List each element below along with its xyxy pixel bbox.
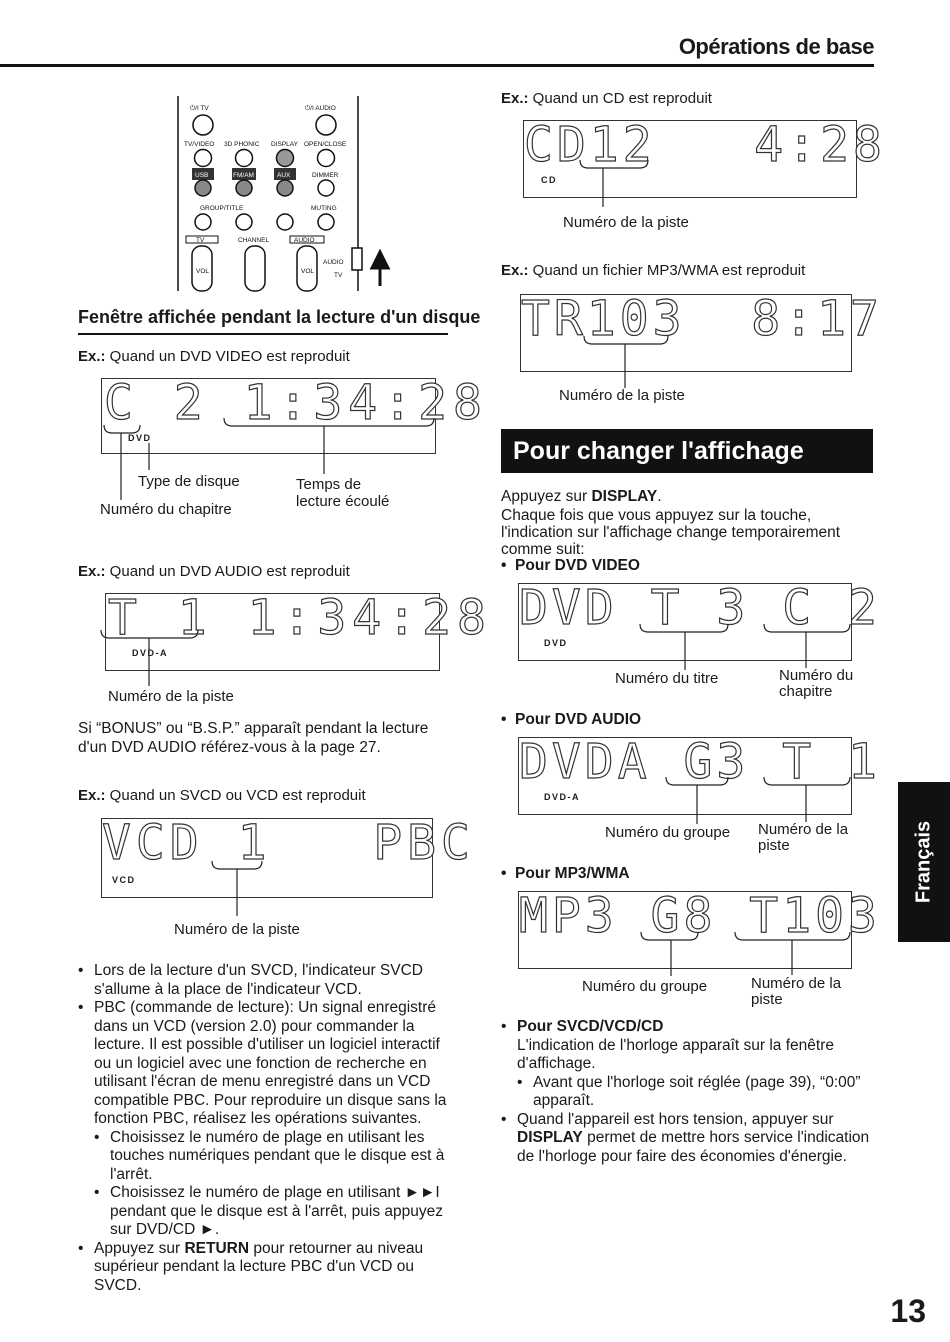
svg-text:AUX: AUX: [277, 172, 291, 179]
subbullet-skip-button: • Choisissez le numéro de plage en utilisant ►►I pendant que le disque est à l'arrêt, puis appuyez sur DVD/CD ►.: [110, 1184, 450, 1240]
subbullet-numeric-keys: • Choisissez le numéro de plage en utilisant les touches numériques pendant que le disque est à l'arrêt.: [110, 1129, 450, 1185]
bonus-note: Si “BONUS” ou “B.S.P.” apparaît pendant la lecture d'un DVD AUDIO référez-vous à la page 27.: [78, 720, 429, 756]
svcd-vcd-cd-notes: [501, 1018, 873, 1166]
example-mp3-wma: Ex.: Quand un fichier MP3/WMA est reproduit: [501, 262, 806, 279]
section-title-display-window: Fenêtre affichée pendant la lecture d'un disque: [78, 307, 481, 327]
heading-dvd-audio: • Pour DVD AUDIO: [501, 711, 642, 728]
example-cd: Ex.: Quand un CD est reproduit: [501, 90, 712, 107]
svg-text:VOL: VOL: [301, 268, 315, 275]
label-chapter-number: Numéro du chapitre: [100, 501, 232, 518]
label-chapter-number: Numéro du chapitre: [779, 667, 854, 700]
svg-text:OPEN/CLOSE: OPEN/CLOSE: [304, 141, 347, 148]
example-dvd-video: Ex.: Quand un DVD VIDEO est reproduit: [78, 348, 350, 365]
disc-type-indicator: DVD: [128, 433, 152, 443]
svg-text:DIMMER: DIMMER: [312, 172, 339, 179]
remote-label-tv: ⏻/I TV: [190, 105, 209, 112]
svg-text:USB: USB: [195, 172, 209, 179]
label-group-number: Numéro du groupe: [582, 978, 708, 995]
svg-text:CHANNEL: CHANNEL: [238, 237, 270, 244]
page-header-title: Opérations de base: [678, 34, 874, 59]
page-number: 13: [890, 1293, 926, 1329]
svg-text:TV: TV: [196, 237, 205, 244]
lcd-readout: T 1 1:34:28: [108, 590, 492, 646]
heading-mp3-wma: • Pour MP3/WMA: [501, 865, 630, 882]
display-intro: Appuyez sur DISPLAY. Chaque fois que vous appuyez sur la touche, l'indication sur l'affichage change temporairement comme suit:: [501, 488, 841, 558]
label-track-number: Numéro de la piste: [758, 821, 849, 854]
label-track-number: Numéro de la piste: [108, 688, 234, 705]
subbullet-clock-not-set: • Avant que l'horloge soit réglée (page 39), “0:00” apparaît.: [533, 1074, 873, 1111]
label-disc-type: Type de disque: [138, 473, 240, 490]
disc-type-indicator: DVD-A: [544, 792, 580, 802]
disc-type-indicator: DVD-A: [132, 648, 168, 658]
svg-text:TV: TV: [334, 272, 343, 279]
svg-text:DISPLAY: DISPLAY: [271, 141, 298, 148]
svg-text:AUDIO: AUDIO: [294, 237, 315, 244]
label-group-number: Numéro du groupe: [605, 824, 731, 841]
example-dvd-audio: Ex.: Quand un DVD AUDIO est reproduit: [78, 563, 350, 580]
label-track-number: Numéro de la piste: [559, 387, 685, 404]
svg-text:MUTING: MUTING: [311, 205, 337, 212]
label-track-number: Numéro de la piste: [174, 921, 300, 938]
label-title-number: Numéro du titre: [615, 670, 719, 687]
label-track-number: Numéro de la piste: [563, 214, 689, 231]
example-svcd-vcd: Ex.: Quand un SVCD ou VCD est reproduit: [78, 787, 366, 804]
heading-dvd-video: • Pour DVD VIDEO: [501, 557, 640, 574]
disc-type-indicator: CD: [541, 175, 557, 185]
lcd-readout: C 2 1:34:28: [104, 375, 488, 431]
svg-text:VOL: VOL: [196, 268, 210, 275]
lcd-readout: CD12 4:28: [524, 117, 886, 173]
lcd-readout: DVD T 3 C 2: [519, 580, 881, 636]
svg-text:AUDIO: AUDIO: [323, 259, 344, 266]
bullet-pbc-definition: • PBC (commande de lecture): Un signal enregistré dans un VCD (version 2.0) pour commander la lecture. Il est possible d'utiliser un logiciel interactif ou un logiciel avec une fonction de recherche en utilisant l'écran de menu enregistré dans un VCD compatible PBC. Pour reproduire un disque sans la fonction PBC, réalisez les opérations suivantes.: [94, 999, 450, 1129]
bullet-svcd-indicator: • Lors de la lecture d'un SVCD, l'indicateur SVCD s'allume à la place de l'indicateur VCD.: [94, 962, 450, 999]
svg-text:3D PHONIC: 3D PHONIC: [224, 141, 260, 148]
svg-text:GROUP/TITLE: GROUP/TITLE: [200, 205, 244, 212]
lcd-readout: DVDA G3 T 1: [519, 734, 881, 790]
lcd-readout: MP3 G8 T103: [519, 888, 881, 944]
label-elapsed-time: Temps de lecture écoulé: [296, 476, 390, 510]
disc-type-indicator: VCD: [112, 875, 136, 885]
lcd-readout: TR103 8:17: [521, 291, 883, 347]
section-banner-change-display: Pour changer l'affichage: [501, 429, 873, 473]
disc-type-indicator: DVD: [544, 638, 568, 648]
label-track-number: Numéro de la piste: [751, 975, 842, 1008]
lcd-readout: VCD 1 PBC: [102, 815, 475, 871]
heading-svcd-vcd-cd: • Pour SVCD/VCD/CD L'indication de l'horloge apparaît sur la fenêtre d'affichage.: [517, 1018, 873, 1074]
remote-label-audio: ⏻/I AUDIO: [305, 105, 336, 112]
bullet-display-off: • Quand l'appareil est hors tension, appuyer sur DISPLAY permet de mettre hors service l'indication de l'horloge pour faire des économies d'énergie.: [517, 1111, 873, 1167]
svg-text:FM/AM: FM/AM: [233, 172, 254, 179]
bullet-return: • Appuyez sur RETURN pour retourner au niveau supérieur pendant la lecture PBC d'un VCD ou SVCD.: [94, 1240, 450, 1296]
svg-text:TV/VIDEO: TV/VIDEO: [184, 141, 215, 148]
language-side-tab: Français: [898, 782, 950, 942]
